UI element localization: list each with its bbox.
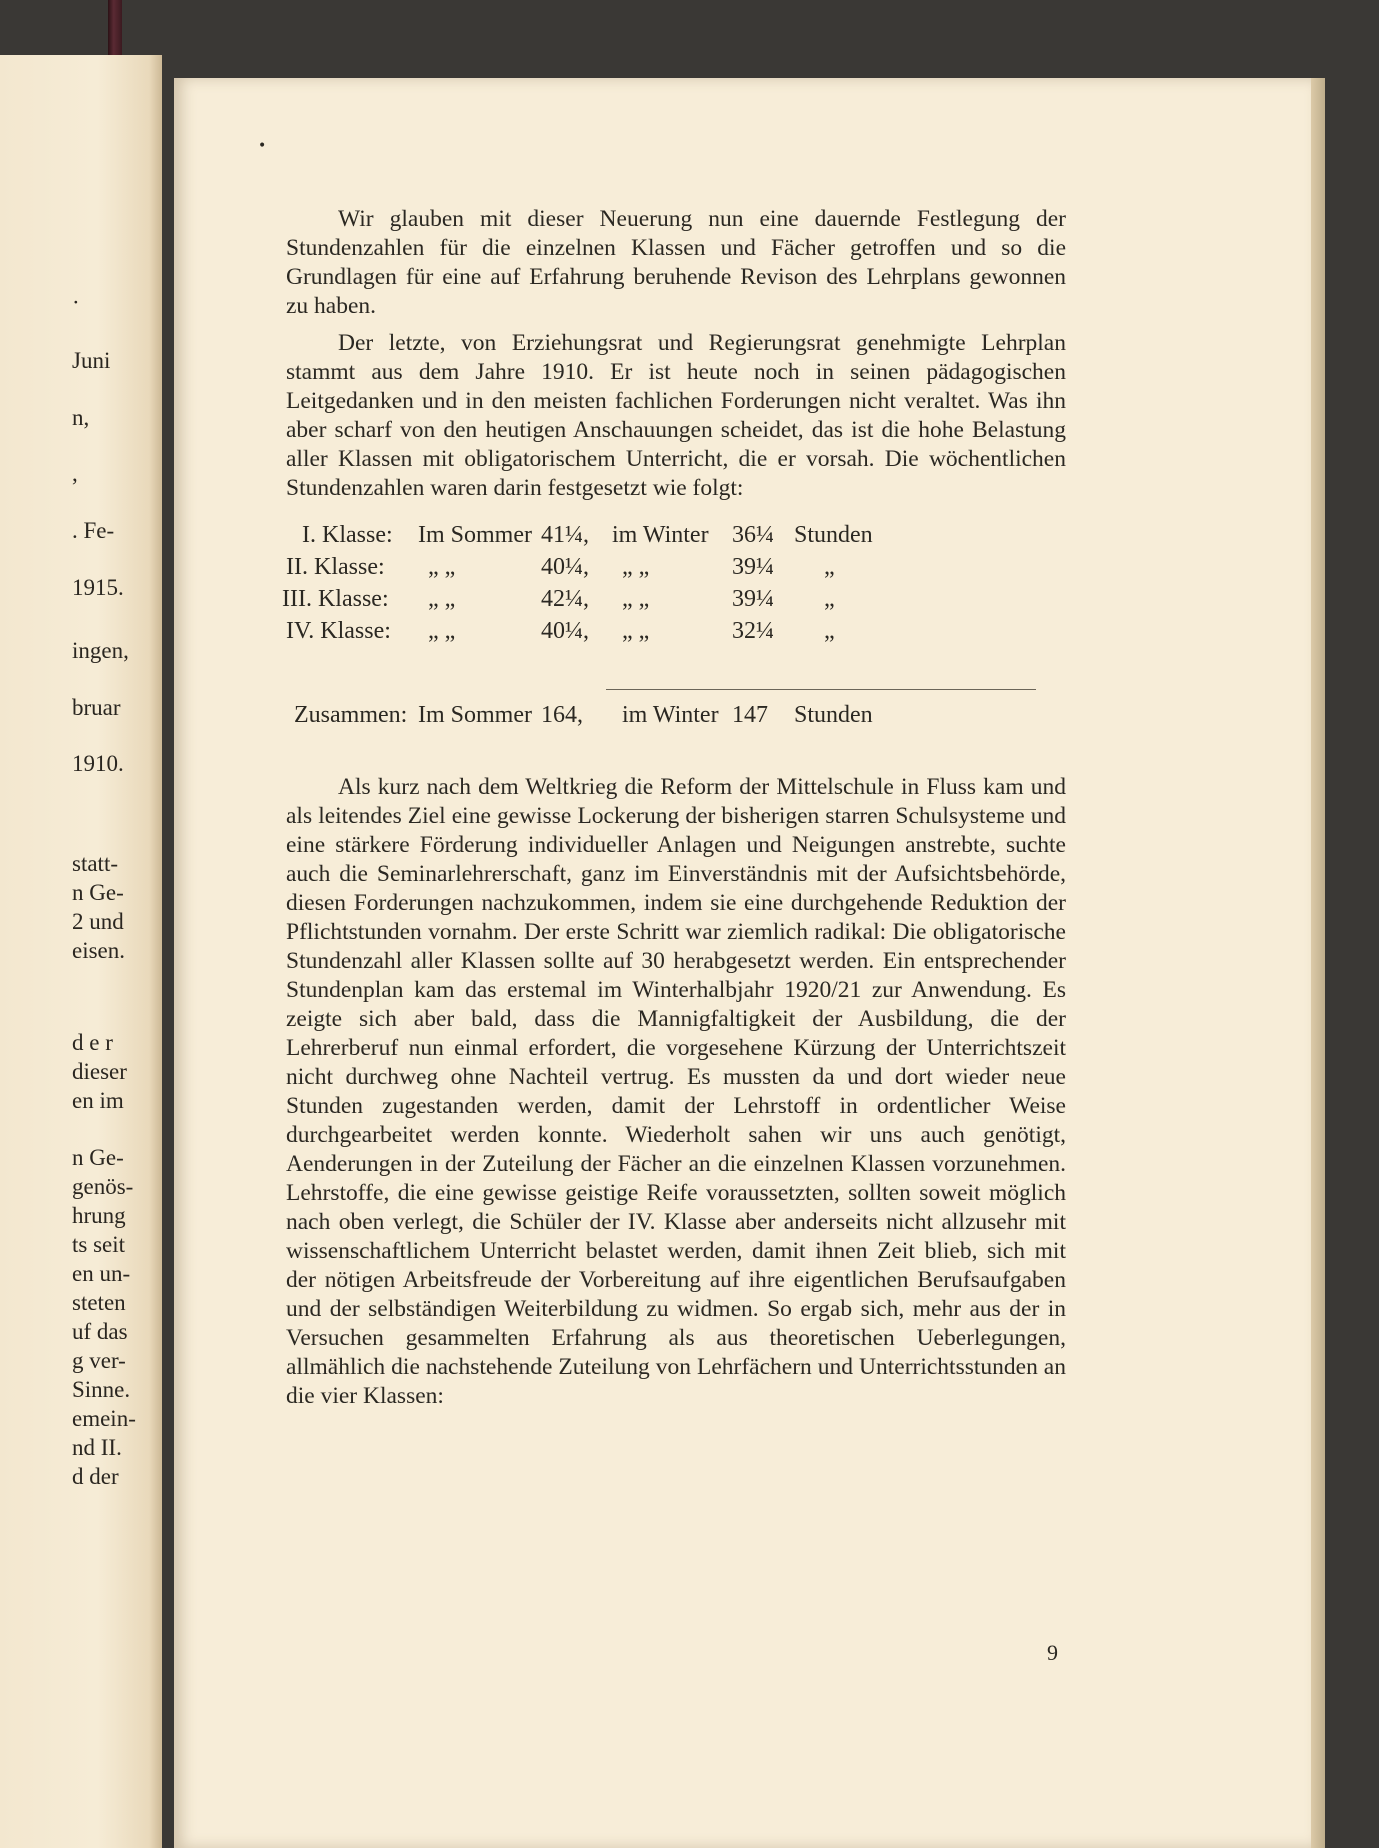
left-page-line: en un- <box>72 1261 131 1286</box>
left-page-line: eisen. <box>72 938 126 963</box>
ditto-marks: „ „ <box>428 586 456 612</box>
summer-hours: 40¼, <box>541 618 589 644</box>
ditto-marks: „ „ <box>428 554 456 580</box>
left-page-line: hrung <box>72 1203 126 1228</box>
winter-hours: 32¼ <box>732 618 774 644</box>
paragraph-2: Der letzte, von Erziehungsrat und Regierungsrat genehmigte Lehrplan stammt aus dem Jahre 1910. Er ist heute noch in seinen pädagogischen Leitgedanken und in den meisten fachlichen Forderungen nicht veraltet. Was ihn aber scharf von den heutigen Anschauungen scheidet, das ist die hohe Belastung aller Klassen mit obligatorischem Unterricht, die er vorsah. Die wöchentlichen Stundenzahlen waren darin festgesetzt wie folgt: <box>286 330 1066 501</box>
total-winter-hours: 147 <box>732 702 768 728</box>
left-page-line: 2 und <box>72 909 124 934</box>
left-page-line: . Fe- <box>72 518 115 543</box>
summer-hours: 42¼, <box>541 586 589 612</box>
ditto-marks: „ „ <box>622 554 650 580</box>
left-page-line: n Ge- <box>72 880 124 905</box>
table-row <box>286 553 1066 585</box>
page-mark: • <box>258 138 267 154</box>
klasse-label: II. Klasse: <box>286 554 385 580</box>
winter-hours: 39¼ <box>732 586 774 612</box>
season-summer: Im Sommer <box>418 702 532 728</box>
ditto-marks: „ <box>824 618 835 644</box>
klasse-label: III. Klasse: <box>282 586 389 612</box>
ditto-marks: „ „ <box>622 586 650 612</box>
left-page-line: bruar <box>72 695 121 720</box>
ditto-marks: „ „ <box>622 618 650 644</box>
left-page-line: emein- <box>72 1406 136 1431</box>
left-page-line: 1915. <box>72 575 124 600</box>
left-page-line: 1910. <box>72 751 124 776</box>
winter-hours: 36¼ <box>732 522 774 548</box>
klasse-label: I. Klasse: <box>302 522 393 548</box>
left-page-line: d e r <box>72 1030 113 1055</box>
summer-hours: 41¼, <box>541 522 589 548</box>
table-row <box>282 585 1066 617</box>
left-page-line: d der <box>72 1464 119 1489</box>
left-page-line: ingen, <box>72 638 129 663</box>
left-page-line: genös- <box>72 1174 134 1199</box>
total-summer-hours: 164, <box>541 702 583 728</box>
paragraph-3: Als kurz nach dem Weltkrieg die Reform der Mittelschule in Fluss kam und als leitendes Ziel eine gewisse Lockerung der bisherigen starren Schulsysteme und eine stärkere Förderung individueller Anlagen und Neigungen anstrebte, suchte auch die Seminarlehrerschaft, ganz im Einverständnis mit der Aufsichtsbehörde, diesen Forderungen nachzukommen, indem sie eine durchgehende Reduktion der Pflichtstunden vornahm. Der erste Schritt war ziemlich radikal: Die obligatorische Stundenzahl aller Klassen sollte auf 30 herabgesetzt werden. Ein entsprechender Stundenplan kam das erstemal im Winterhalbjahr 1920/21 zur Anwendung. Es zeigte sich aber bald, dass die Mannigfaltigkeit der Ausbildung, die der Lehrerberuf nun einmal erfordert, die vorgesehene Kürzung der Unterrichtszeit nicht durchweg ohne Nachteil vertrug. Es mussten da und dort wieder neue Stunden zugestanden werden, damit der Lehrstoff in ordentlicher Weise durchgearbeitet werden konnte. Wiederholt sahen wir uns auch genötigt, Aenderungen in der Zuteilung der Fächer an die einzelnen Klassen vorzunehmen. Lehrstoffe, die eine gewisse geistige Reife voraussetzten, sollten soweit möglich nach oben verlegt, die Schüler der IV. Klasse aber anderseits nicht allzusehr mit wissenschaftlichem Unterricht belastet werden, damit ihnen Zeit blieb, sich mit der nötigen Arbeitsfreude der Vorbereitung auf ihre eigentlichen Berufsaufgaben und der selbständigen Weiterbildung zu widmen. So ergab sich, mehr aus der in Versuchen gesammelten Erfahrung als aus theoretischen Ueberlegungen, allmählich die nachstehende Zuteilung von Lehrfächern und Unterrichtsstunden an die vier Klassen: <box>286 774 1066 1409</box>
ditto-marks: „ „ <box>428 618 456 644</box>
page-number: 9 <box>1047 1640 1058 1665</box>
left-page-line: Sinne. <box>72 1377 131 1402</box>
paragraph-1: Wir glauben mit dieser Neuerung nun eine dauernde Festlegung der Stundenzahlen für die einzelnen Klassen und Fächer getroffen und so die Grundlagen für eine auf Erfahrung beruhende Revison des Lehrplans gewonnen zu haben. <box>286 206 1066 319</box>
season-summer: Im Sommer <box>418 522 532 548</box>
left-page <box>0 55 162 1848</box>
left-page-line: Juni <box>72 348 111 373</box>
total-label: Zusammen: <box>294 702 408 728</box>
left-page-line: nd II. <box>72 1435 122 1460</box>
table-total-row <box>286 701 1066 733</box>
klasse-label: IV. Klasse: <box>286 618 391 644</box>
left-page-line: · <box>72 290 80 315</box>
season-winter: im Winter <box>622 702 719 728</box>
left-page-line: steten <box>72 1290 126 1315</box>
left-page-line: , <box>72 461 78 486</box>
ditto-marks: „ <box>824 586 835 612</box>
ditto-marks: „ <box>824 554 835 580</box>
left-page-line: g ver- <box>72 1348 126 1373</box>
winter-hours: 39¼ <box>732 554 774 580</box>
left-page-line: n, <box>72 405 90 430</box>
table-row <box>286 521 1066 553</box>
left-page-line: uf das <box>72 1319 128 1344</box>
page-content <box>282 205 1066 1411</box>
page-edge <box>1311 78 1325 1848</box>
unit-label: Stunden <box>794 702 873 728</box>
left-page-line: statt- <box>72 851 118 876</box>
hours-table <box>282 521 1066 739</box>
left-page-line: dieser <box>72 1059 127 1084</box>
left-page-line: ts seit <box>72 1232 126 1257</box>
table-row <box>286 617 1066 649</box>
season-winter: im Winter <box>612 522 709 548</box>
left-page-line: n Ge- <box>72 1145 124 1170</box>
unit-label: Stunden <box>794 522 873 548</box>
sum-rule <box>606 689 1036 690</box>
summer-hours: 40¼, <box>541 554 589 580</box>
left-page-line: en im <box>72 1088 124 1113</box>
